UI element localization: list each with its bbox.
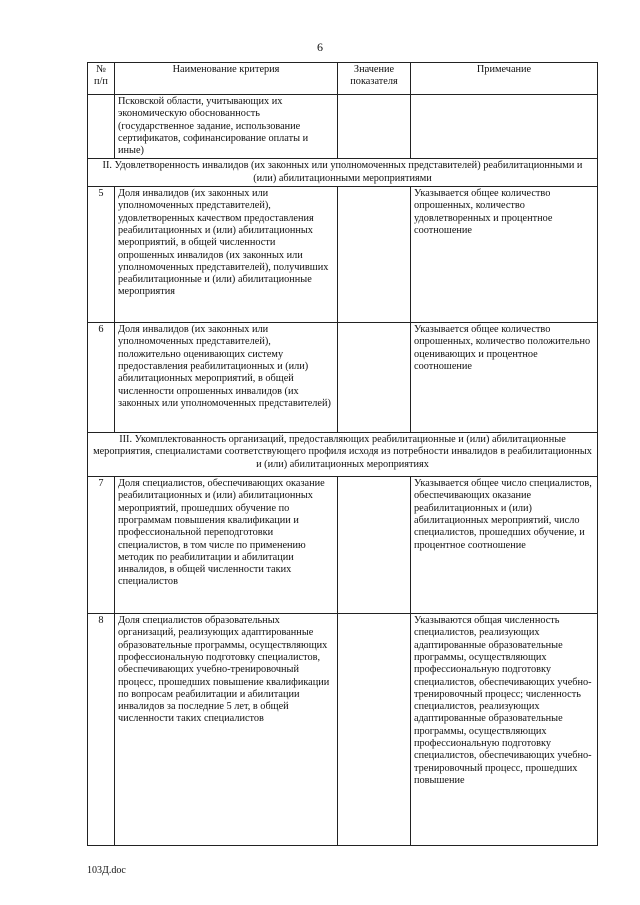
header-num: № п/п bbox=[88, 63, 115, 95]
header-note: Примечание bbox=[411, 63, 598, 95]
row-note: Указывается общее число специалистов, обеспечивающих оказание реабилитационных и (или) абилитационных мероприятий, число специалистов, прошедших обучение, и процентное соотношение bbox=[411, 477, 598, 614]
section-heading-2: II. Удовлетворенность инвалидов (их законных или уполномоченных представителей) реабилитационными и (или) абилитационными мероприятиями bbox=[88, 159, 598, 187]
row-num: 8 bbox=[88, 614, 115, 846]
row-name: Доля специалистов, обеспечивающих оказание реабилитационных и (или) абилитационных мероприятий, прошедших обучение по программам повышения квалификации и профессиональной переподготовки специалистов, в том числе по применению методик по реабилитации и абилитации инвалидов, в общей численности таких специалистов bbox=[115, 477, 338, 614]
row-note: Указывается общее количество опрошенных, количество удовлетворенных и процентное соотношение bbox=[411, 187, 598, 323]
table-row-8 bbox=[88, 614, 598, 846]
table-row-continuation bbox=[88, 95, 598, 159]
row-name: Доля специалистов образовательных организаций, реализующих адаптированные образовательные программы, осуществляющих профессиональную подготовку специалистов, обеспечивающих учебно-тренировочный процесс, прошедших повышение квалификации по вопросам реабилитации и абилитации инвалидов за последние 5 лет, в общей численности таких специалистов bbox=[115, 614, 338, 846]
page-number: 6 bbox=[317, 40, 323, 54]
row-num: 6 bbox=[88, 323, 115, 433]
file-name-footer: 103Д.doc bbox=[87, 865, 126, 876]
criteria-table bbox=[87, 62, 598, 846]
row-value bbox=[338, 614, 411, 846]
row-num bbox=[88, 95, 115, 159]
row-value bbox=[338, 95, 411, 159]
row-name: Доля инвалидов (их законных или уполномоченных представителей), положительно оценивающих систему предоставления реабилитационных и (или) абилитационных мероприятий, в общей численности опрошенных инвалидов (их законных или уполномоченных представителей) bbox=[115, 323, 338, 433]
header-value: Значение показателя bbox=[338, 63, 411, 95]
section-row-3 bbox=[88, 433, 598, 477]
row-note: Указываются общая численность специалистов, реализующих адаптированные образовательные программы, осуществляющих профессиональную подготовку специалистов, обеспечивающих учебно-тренировочный процесс; численность специалистов, реализующих адаптированные образовательные программы, осуществляющих профессиональную подготовку специалистов, обеспечивающих учебно-тренировочный процесс, прошедших повышение bbox=[411, 614, 598, 846]
section-row-2 bbox=[88, 159, 598, 187]
row-value bbox=[338, 323, 411, 433]
row-num: 5 bbox=[88, 187, 115, 323]
table-row-5 bbox=[88, 187, 598, 323]
row-num: 7 bbox=[88, 477, 115, 614]
section-heading-3: III. Укомплектованность организаций, предоставляющих реабилитационные и (или) абилитационные мероприятия, специалистами соответствующего профиля исходя из потребности инвалидов в реабилитационных и (или) абилитационных мероприятиях bbox=[88, 433, 598, 477]
row-value bbox=[338, 187, 411, 323]
row-value bbox=[338, 477, 411, 614]
table-row-6 bbox=[88, 323, 598, 433]
row-note: Указывается общее количество опрошенных, количество положительно оценивающих и процентное соотношение bbox=[411, 323, 598, 433]
row-note bbox=[411, 95, 598, 159]
row-name: Доля инвалидов (их законных или уполномоченных представителей), удовлетворенных качеством предоставления реабилитационных и (или) абилитационных мероприятий, в общей численности опрошенных инвалидов (их законных или уполномоченных представителей), получивших реабилитационные и (или) абилитационные мероприятия bbox=[115, 187, 338, 323]
row-name: Псковской области, учитывающих их экономическую обоснованность (государственное задание, использование сертификатов, софинансирование оплаты и иные) bbox=[115, 95, 338, 159]
table-header-row bbox=[88, 63, 598, 95]
table-row-7 bbox=[88, 477, 598, 614]
header-name: Наименование критерия bbox=[115, 63, 338, 95]
